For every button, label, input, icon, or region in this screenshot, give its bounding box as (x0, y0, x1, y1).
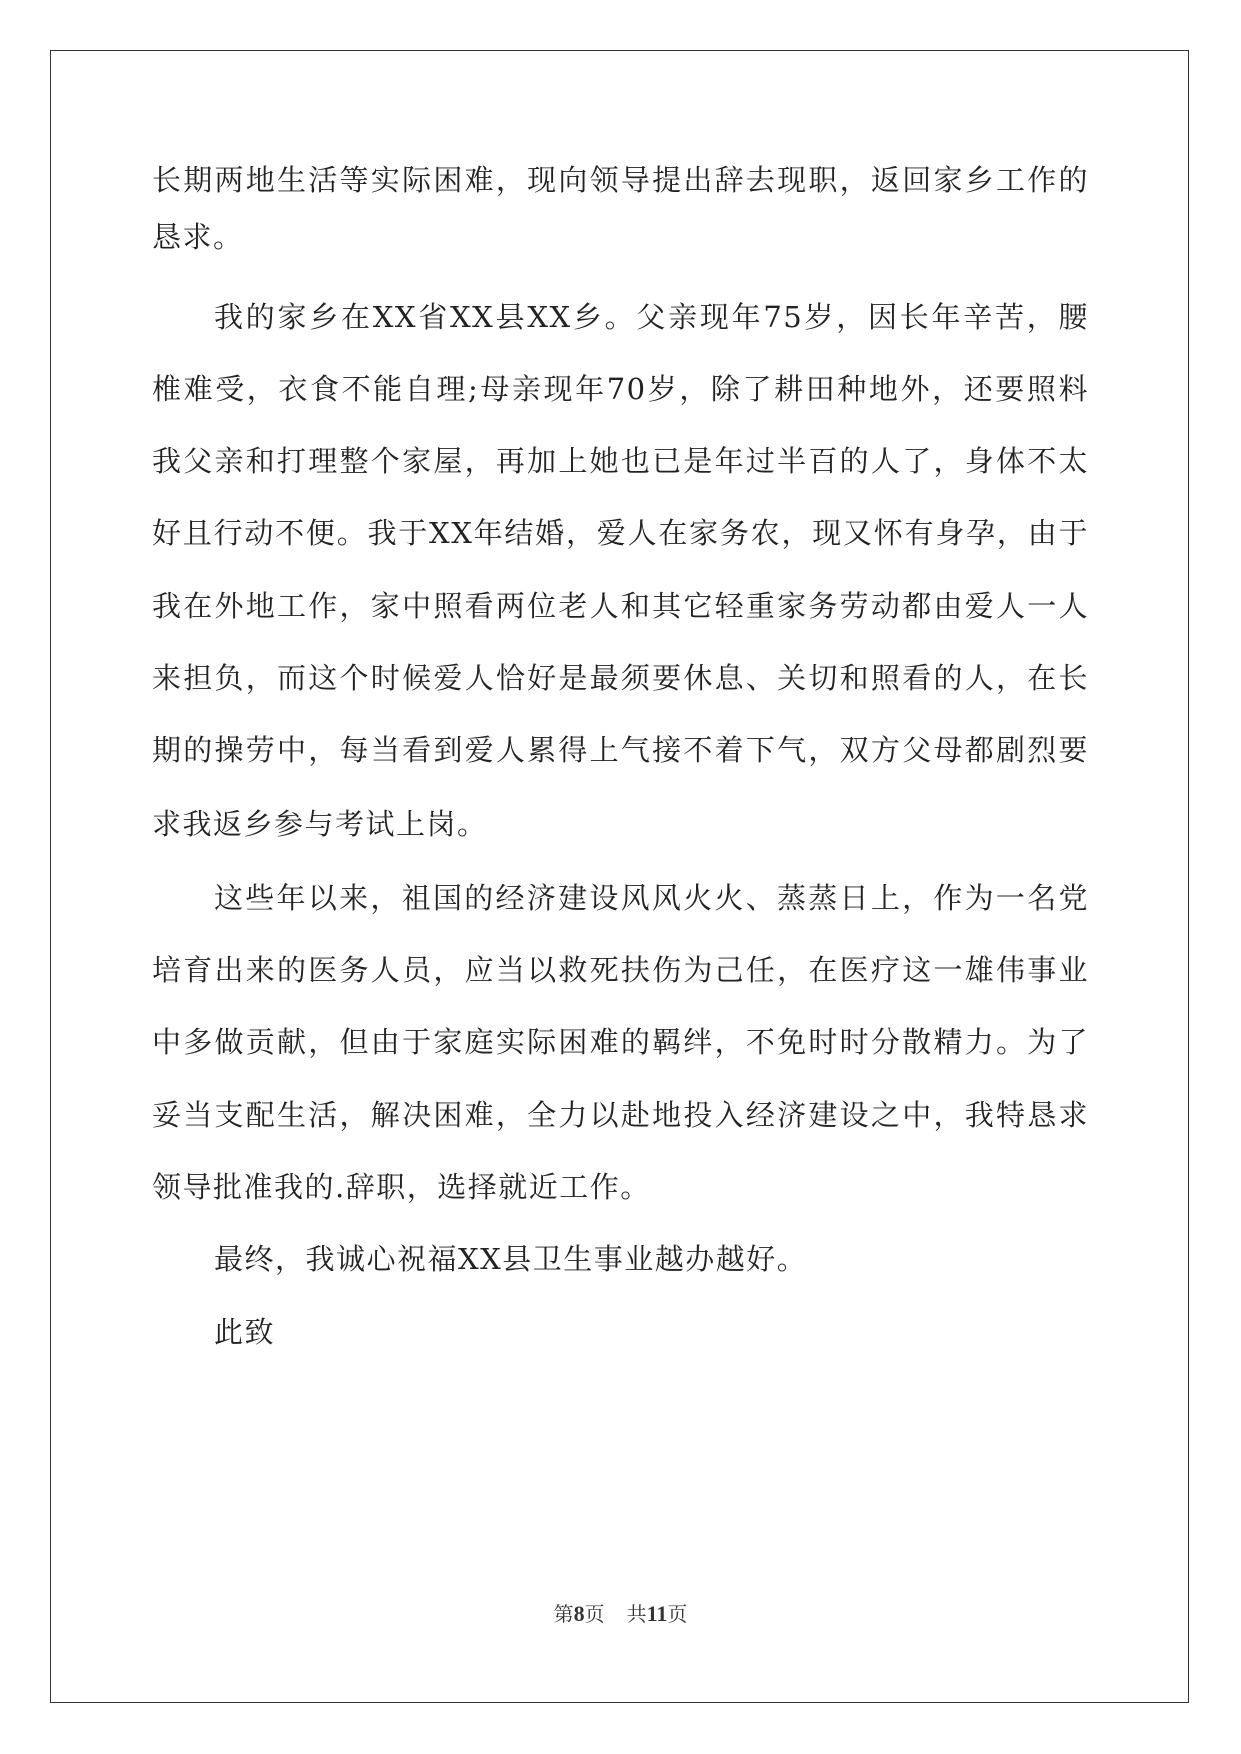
footer-total-suffix: 页 (667, 1602, 688, 1626)
salutation: 此致 (214, 1315, 276, 1349)
current-page-number: 8 (573, 1601, 585, 1626)
text-line: 来担负，而这个时候爱人恰好是最须要休息、关切和照看的人，在长 (152, 661, 1089, 695)
text-line: 期的操劳中，每当看到爱人累得上气接不着下气，双方父母都剧烈要 (152, 733, 1089, 767)
text-line: 我在外地工作，家中照看两位老人和其它轻重家务劳动都由爱人一人 (152, 589, 1089, 623)
page-number-footer (0, 1600, 1241, 1628)
paragraph-first-line: 这些年以来，祖国的经济建设风风火火、蒸蒸日上，作为一名党 (214, 881, 1089, 915)
text-line: 中多做贡献，但由于家庭实际困难的羁绊，不免时时分散精力。为了 (152, 1025, 1089, 1059)
text-line: 椎难受，衣食不能自理;母亲现年70岁，除了耕田种地外，还要照料 (152, 372, 1089, 406)
text-line: 求我返乡参与考试上岗。 (152, 807, 488, 841)
text-line: 妥当支配生活，解决困难，全力以赴地投入经济建设之中，我特恳求 (152, 1098, 1089, 1132)
text-line: 培育出来的医务人员，应当以救死扶伤为己任，在医疗这一雄伟事业 (152, 953, 1089, 987)
closing-wish: 最终，我诚心祝福XX县卫生事业越办越好。 (214, 1242, 808, 1276)
footer-total-prefix: 共 (626, 1602, 647, 1626)
text-line: 长期两地生活等实际困难，现向领导提出辞去现职，返回家乡工作的 (152, 163, 1089, 197)
text-line: 好且行动不便。我于XX年结婚，爱人在家务农，现又怀有身孕，由于 (152, 516, 1089, 550)
paragraph-first-line: 我的家乡在XX省XX县XX乡。父亲现年75岁，因长年辛苦，腰 (214, 300, 1089, 334)
text-line: 领导批准我的.辞职，选择就近工作。 (152, 1170, 651, 1204)
total-page-number: 11 (646, 1601, 668, 1626)
text-line: 恳求。 (152, 220, 244, 254)
text-line: 我父亲和打理整个家屋，再加上她也已是年过半百的人了，身体不太 (152, 444, 1089, 478)
footer-page-suffix: 页 (584, 1602, 605, 1626)
footer-prefix: 第 (553, 1602, 574, 1626)
